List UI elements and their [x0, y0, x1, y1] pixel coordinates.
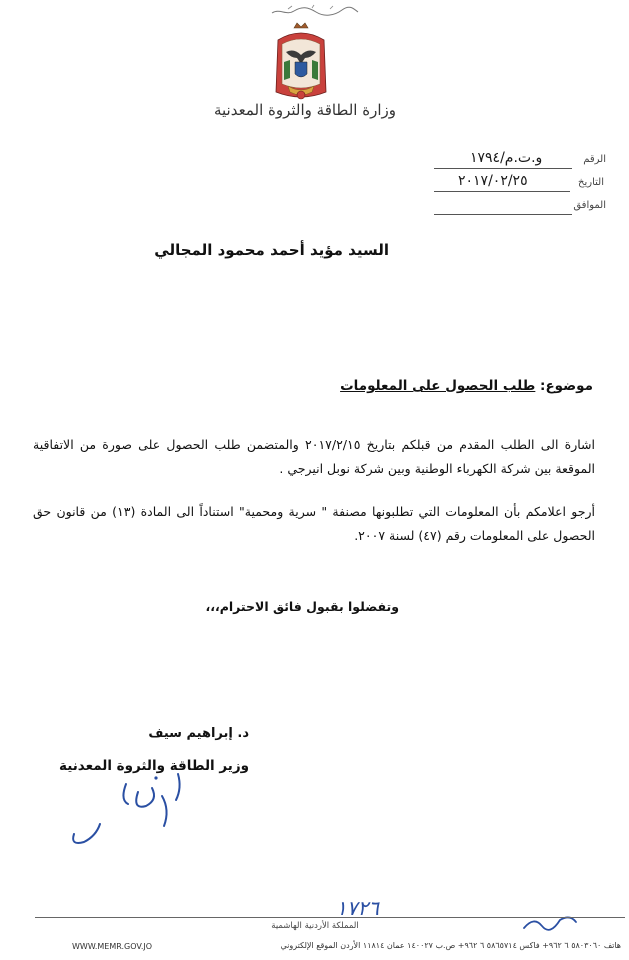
- ministry-name: وزارة الطاقة والثروة المعدنية: [213, 101, 397, 119]
- reference-number-label: الرقم: [583, 154, 606, 165]
- handwritten-initials-icon: [520, 906, 580, 936]
- handwritten-signature-icon: [66, 770, 206, 850]
- subject-label: موضوع:: [540, 378, 593, 394]
- footer-country: المملكة الأردنية الهاشمية: [271, 921, 359, 931]
- subject-line: [340, 378, 593, 394]
- body-paragraph-2: أرجو اعلامكم بأن المعلومات التي تطلبونها مصنفة " سرية ومحمية" استناداً الى المادة (١٣) من قانون حق الحصول على المعلومات رقم (٤٧) لسنة ٢٠٠٧.: [33, 504, 596, 543]
- royal-calligraphy-header: [268, 4, 360, 18]
- reference-number-line: [434, 168, 572, 169]
- footer-website: WWW.MEMR.GOV.JO: [72, 942, 153, 951]
- coat-of-arms-icon: [270, 22, 332, 108]
- footer-divider: [35, 917, 625, 918]
- handwritten-number: ١٧٢٦: [336, 896, 379, 920]
- corresponding-date-label: الموافق: [573, 200, 606, 211]
- footer-contact-info: هاتف ٥٨٠٣٠٦٠ ٦ ٩٦٢+ فاكس ٥٨٦٥٧١٤ ٦ ٩٦٢+ ص.ب ١٤٠٠٢٧ عمان ١١٨١٤ الأردن الموقع الإلكتروني: [280, 941, 621, 950]
- closing-salutation: وتفضلوا بقبول فائق الاحترام،،،: [205, 599, 399, 614]
- body-paragraph-1: اشارة الى الطلب المقدم من قبلكم بتاريخ ٢٠١٧/٢/١٥ والمتضمن طلب الحصول على صورة من الاتفاقية الموقعة بين شركة الكهرباء الوطنية وبين شركة نوبل انيرجي .: [33, 437, 595, 476]
- recipient-name: السيد مؤيد أحمد محمود المجالي: [154, 241, 389, 259]
- signatory-name: د. إبراهيم سيف: [148, 726, 249, 741]
- date-line: [434, 191, 570, 192]
- date-value: ٢٠١٧/٠٢/٢٥: [458, 173, 528, 189]
- date-label: التاريخ: [578, 177, 604, 188]
- reference-number-value: و.ت.م/١٧٩٤: [470, 150, 543, 166]
- signatory-title: وزير الطاقة والثروة المعدنية: [59, 758, 249, 774]
- subject-text: طلب الحصول على المعلومات: [340, 378, 536, 394]
- corresponding-date-line: [434, 214, 572, 215]
